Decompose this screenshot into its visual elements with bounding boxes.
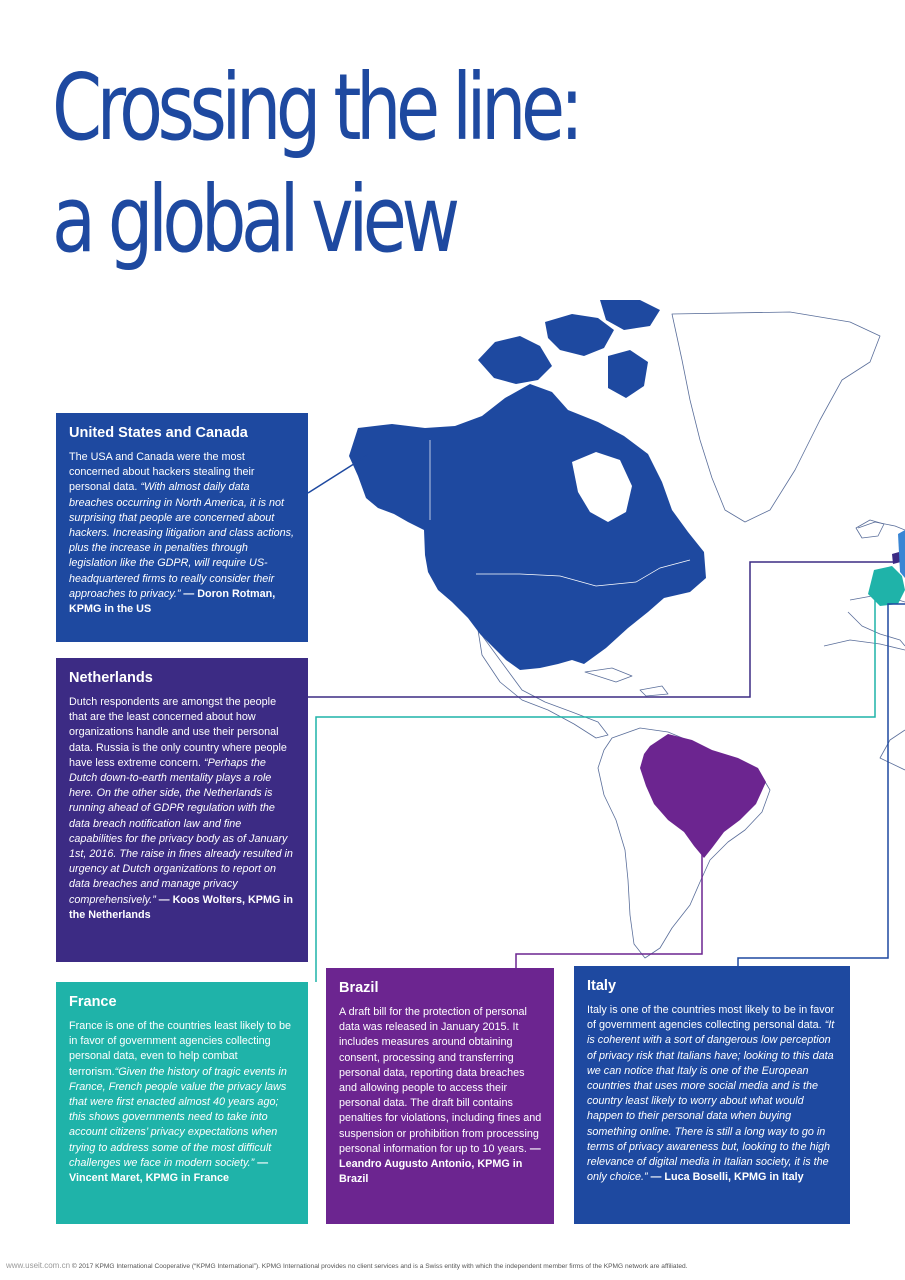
region-text — [69, 695, 296, 923]
france-shape — [868, 566, 905, 606]
region-heading: Netherlands — [69, 670, 153, 686]
region-quote: “Perhaps the Dutch down-to-earth mentality plays a role here. On the other side, the Netherlands is running ahead of GDPR regulation with the data breach notification law and fine capabilities for the privacy body as of January 1st, 2016. The raise in fines already resulted in urgency at Dutch organizations to report on data breaches and manage privacy comprehensively.” — [69, 756, 293, 906]
region-intro: The USA and Canada were the most concerned about hackers stealing their personal data. — [69, 451, 255, 494]
watermark: www.useit.com.cn — [6, 1261, 71, 1270]
region-box-netherlands — [56, 658, 308, 962]
region-text — [339, 1005, 542, 1187]
copyright-text: © 2017 KPMG International Cooperative (“KPMG International”). KPMG International provides no client services and is a Swiss entity with which the independent member firms of the KPMG network are affiliated. — [71, 1263, 688, 1270]
region-heading: France — [69, 994, 117, 1010]
region-intro: Dutch respondents are amongst the people that are the least concerned about how organizations handle and use their personal data. Russia is the only country where people have less extreme concern. — [69, 696, 287, 769]
footer — [0, 1261, 905, 1270]
region-attribution: — Koos Wolters, KPMG in the Netherlands — [69, 893, 293, 921]
region-attribution: — Vincent Maret, KPMG in France — [69, 1156, 269, 1185]
region-quote: “Given the history of tragic events in France, French people value the privacy laws that were first enacted almost 40 years ago; this shows governments need to take into account citizens’ privacy expectations when trying to address some of the most difficult challenges we face in modern society.” — [69, 1065, 287, 1169]
region-box-usa-canada — [56, 413, 308, 642]
brazil-shape — [640, 734, 766, 858]
region-intro: France is one of the countries least likely to be in favor of government agencies collecting personal data, even to help combat terrorism. — [69, 1020, 292, 1078]
region-heading: United States and Canada — [69, 425, 248, 441]
title-line-1: Crossing the line: — [52, 54, 579, 161]
region-attribution: — Leandro Augusto Antonio, KPMG in Brazil — [339, 1142, 541, 1186]
region-attribution: — Luca Boselli, KPMG in Italy — [647, 1171, 804, 1184]
region-heading: Brazil — [339, 980, 379, 996]
arctic-islands-shape — [478, 300, 660, 398]
region-text — [587, 1003, 838, 1185]
region-quote: “It is coherent with a sort of dangerous low perception of privacy risk that Italians have; looking to this data we can notice that Italy is one of the European countries that uses more social media and is the country least likely to worry about what would happen to their personal data when buying something online. There is still a long way to go in terms of privacy awareness but, looking to the high relevance of digital media in Italian society, it is the only choice.” — [587, 1019, 835, 1184]
region-box-italy — [574, 966, 850, 1224]
brazil-connector — [516, 852, 702, 968]
page-title — [52, 52, 578, 276]
region-text — [69, 1019, 296, 1186]
region-intro: Italy is one of the countries most likely to be in favor of government agencies collecting personal data. — [587, 1004, 835, 1032]
iceland-outline — [856, 520, 884, 538]
title-line-2: a global view — [52, 166, 455, 273]
region-quote: “With almost daily data breaches occurring in North America, it is not surprising that people are concerned about hackers. Increasing litigation and class actions, plus the increase in penalties through legislation like the GDPR, will require US-headquartered firms to really consider their approaches to privacy.” — [69, 481, 295, 600]
caribbean-outline — [585, 668, 668, 696]
greenland-outline — [672, 312, 880, 522]
region-box-brazil — [326, 968, 554, 1224]
usa-canada-shape — [349, 384, 706, 670]
region-text — [69, 450, 296, 617]
region-heading: Italy — [587, 978, 617, 994]
region-box-france — [56, 982, 308, 1224]
region-intro: A draft bill for the protection of personal data was released in January 2015. It includes measures around obtaining consent, processing and transferring personal data, reporting data breaches and allowing people to access their personal data. The draft bill contains penalties for violations, including fines and suspension or prohibition from processing personal information for up to 10 years. — [339, 1006, 542, 1155]
region-attribution: — Doron Rotman, KPMG in the US — [69, 587, 276, 616]
